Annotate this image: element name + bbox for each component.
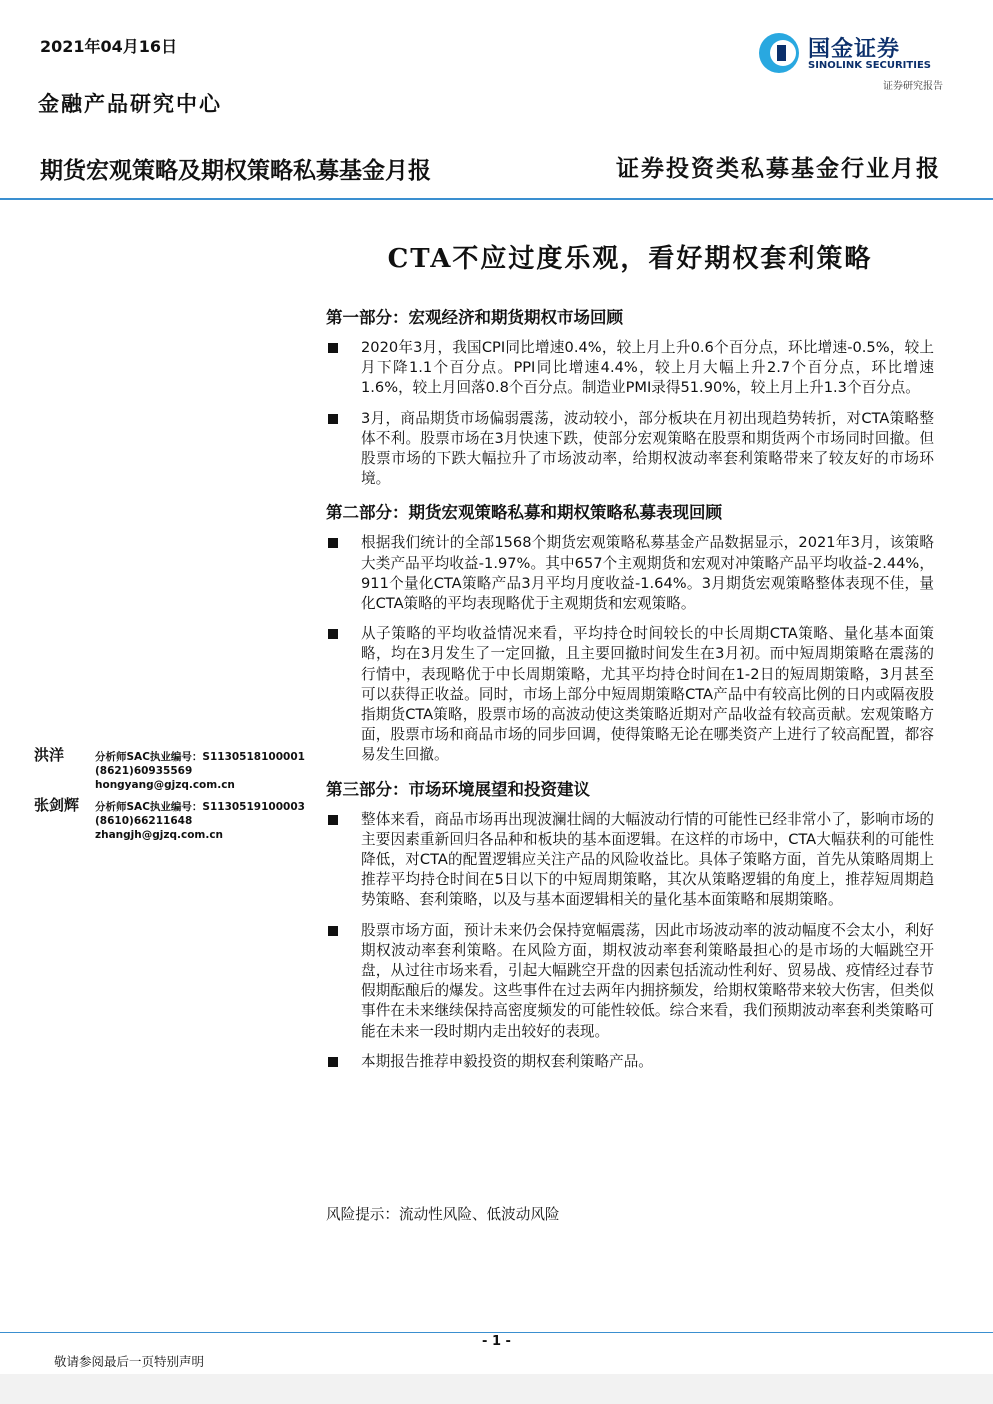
- square-bullet-icon: [328, 538, 338, 548]
- analyst-name: 洪洋: [34, 746, 65, 764]
- bullet-text: 从子策略的平均收益情况来看，平均持仓时间较长的中长周期CTA策略、量化基本面策略，均在3月发生了一定回撤，且主要回撤时间发生在3月初。而中短周期策略在震荡的行情中，表现略优于中长周期策略，尤其平均持仓时间在1-2日的短周期策略，3月甚至可以获得正收益。同时，市场上部分中短周期策略CTA产品中有较高比例的日内或隔夜股指期货CTA策略，股票市场的高波动使这类策略近期对产品收益有较高贡献。宏观策略方面，股票市场和商品市场的同步回调，使得策略无论在哪类资产上进行了较高配置，都容易发生回撤。: [361, 625, 934, 764]
- analyst-email[interactable]: zhangjh@gjzq.com.cn: [95, 829, 224, 841]
- analyst-sac: 分析师SAC执业编号：S1130519100003: [95, 801, 305, 813]
- footer-disclaimer: 敬请参阅最后一页特别声明: [54, 1354, 205, 1369]
- logo-mark-icon: [756, 30, 802, 76]
- square-bullet-icon: [328, 414, 338, 424]
- footer-divider: [0, 1332, 993, 1333]
- analyst-panel: [34, 744, 314, 844]
- section-3: [326, 776, 934, 1072]
- square-bullet-icon: [328, 1057, 338, 1067]
- page-bottom-band: [0, 1374, 993, 1404]
- analyst-phone: (8621)60935569: [95, 765, 193, 777]
- analyst-email[interactable]: hongyang@gjzq.com.cn: [95, 779, 235, 791]
- bullet-text: 本期报告推荐申毅投资的期权套利策略产品。: [361, 1052, 653, 1070]
- bullet-item: [326, 533, 934, 614]
- section-heading: 第二部分：期货宏观策略私募和期权策略私募表现回顾: [326, 503, 722, 523]
- report-body: [326, 304, 934, 1082]
- analyst-card: [34, 744, 314, 794]
- analyst-name: 张剑辉: [34, 796, 80, 814]
- section-heading: 第一部分：宏观经济和期货期权市场回顾: [326, 308, 623, 327]
- bullet-item: [326, 921, 934, 1042]
- industry-title: 证券投资类私募基金行业月报: [616, 155, 941, 182]
- square-bullet-icon: [328, 926, 338, 936]
- square-bullet-icon: [328, 343, 338, 353]
- bullet-text: 整体来看，商品市场再出现波澜壮阔的大幅波动行情的可能性已经非常小了，影响市场的主要因素重新回归各品种和板块的基本面逻辑。在这样的市场中，CTA大幅获利的可能性降低，对CTA的配置逻辑应关注产品的风险收益比。具体子策略方面，首先从策略周期上推荐平均持仓时间在5日以下的中短周期策略，其次从策略逻辑的角度上，推荐短周期趋势策略、套利策略，以及与基本面逻辑相关的量化基本面策略和展期策略。: [361, 810, 934, 909]
- bullet-text: 根据我们统计的全部1568个期货宏观策略私募基金产品数据显示，2021年3月，该策略大类产品平均收益-1.97%。其中657个主观期货和宏观对冲策略产品平均收益-2.44%，911个量化CTA策略产品3月平均月度收益-1.64%。3月期货宏观策略整体表现不佳，量化CTA策略的平均表现略优于主观期货和宏观策略。: [361, 534, 934, 613]
- logo-chinese-name: 国金证券: [808, 37, 901, 62]
- bullet-item: [326, 1052, 934, 1072]
- bullet-text: 2020年3月，我国CPI同比增速0.4%，较上月上升0.6个百分点，环比增速-0.5%，较上月下降1.1个百分点。PPI同比增速4.4%，较上月大幅上升2.7个百分点，环比增速1.6%，较上月回落0.8个百分点。制造业PMI录得51.90%，较上月上升1.3个百分点。: [361, 339, 934, 397]
- bullet-item: [326, 810, 934, 911]
- analyst-card: [34, 794, 314, 844]
- main-title: CTA不应过度乐观，看好期权套利策略: [387, 244, 873, 274]
- analyst-phone: (8610)66211648: [95, 815, 193, 827]
- section-2: [326, 499, 934, 765]
- series-title: 期货宏观策略及期权策略私募基金月报: [40, 158, 431, 184]
- risk-note: 风险提示：流动性风险、低波动风险: [326, 1206, 560, 1223]
- bullet-text: 3月，商品期货市场偏弱震荡，波动较小，部分板块在月初出现趋势转折，对CTA策略整体不利。股票市场在3月快速下跌，使部分宏观策略在股票和期货两个市场同时回撤。但股票市场的下跌大幅拉升了市场波动率，给期权波动率套利策略带来了较友好的市场环境。: [361, 409, 934, 488]
- company-logo: [756, 30, 946, 80]
- logo-english-name: SINOLINK SECURITIES: [808, 60, 931, 71]
- square-bullet-icon: [328, 815, 338, 825]
- bullet-text: 股票市场方面，预计未来仍会保持宽幅震荡，因此市场波动率的波动幅度不会太小，利好期权波动率套利策略。在风险方面，期权波动率套利策略最担心的是市场的大幅跳空开盘，从过往市场来看，引起大幅跳空开盘的因素包括流动性利好、贸易战、疫情经过春节假期酝酿后的爆发。这些事件在过去两年内拥挤频发，给期权策略带来较大伤害，但类似事件在未来继续保持高密度频发的可能性较低。综合来看，我们预期波动率套利类策略可能在未来一段时期内走出较好的表现。: [361, 921, 934, 1040]
- analyst-info: [95, 750, 305, 792]
- research-center: 金融产品研究中心: [38, 91, 222, 116]
- square-bullet-icon: [328, 629, 338, 639]
- header-divider: [0, 198, 993, 200]
- page-number: - 1 -: [482, 1334, 511, 1349]
- section-heading: 第三部分：市场环境展望和投资建议: [326, 779, 590, 799]
- analyst-sac: 分析师SAC执业编号：S1130518100001: [95, 751, 305, 763]
- section-1: [326, 304, 934, 489]
- bullet-item: [326, 409, 934, 490]
- analyst-info: [95, 800, 305, 842]
- bullet-item: [326, 624, 934, 765]
- report-type-label: 证券研究报告: [883, 81, 943, 92]
- bullet-item: [326, 338, 934, 399]
- report-date: 2021年04月16日: [40, 37, 178, 56]
